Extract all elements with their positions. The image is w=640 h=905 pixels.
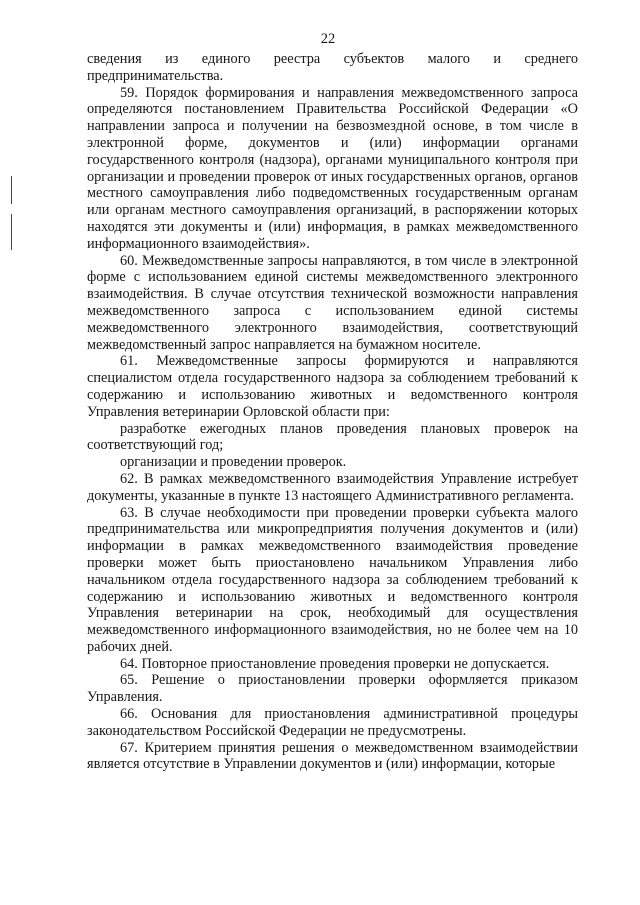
page-number: 22 [320,31,336,47]
paragraph-66: 66. Основания для приостановления административной процедуры законодательством Российской Федерации не предусмотрены. [87,706,578,739]
paragraph-62: 62. В рамках межведомственного взаимодействия Управление истребует документы, указанные в пункте 13 настоящего Административного регламента. [87,470,578,504]
margin-mark [11,176,12,204]
paragraph-61-item-planning: разработке ежегодных планов проведения плановых проверок на соответствующий год; [87,420,578,454]
paragraph-60: 60. Межведомственные запросы направляются, в том числе в электронной форме с использованием единой системы межведомственного электронного взаимодействия. В случае отсутствия технической возможности направления межведомственного запроса с использованием единой системы межведомственного электронного взаимодействия, соответствующий межведомственный запрос направляется на бумажном носителе. [87,252,578,353]
paragraph-intro: сведения из единого реестра субъектов малого и среднего предпринимательства. [87,51,578,84]
paragraph-61-item-inspections: организации и проведении проверок. [120,454,347,471]
paragraph-61: 61. Межведомственные запросы формируются и направляются специалистом отдела государственного надзора за соблюдением требований к содержанию и использованию животных и ведомственного контроля Управления ветеринарии Орловской области при: [87,353,578,420]
paragraph-64: 64. Повторное приостановление проведения проверки не допускается. [120,655,550,672]
paragraph-63: 63. В случае необходимости при проведении проверки субъекта малого предпринимательства или микропредприятия получения документов и (или) информации в рамках межведомственного взаимодействия проведение проверки может быть приостановлено начальником Управления либо начальником отдела государственного надзора за соблюдением требований к содержанию и использованию животных и ведомственного контроля Управления ветеринарии на срок, необходимый для осуществления межведомственного информационного взаимодействия, но не более чем на 10 рабочих дней. [87,504,578,655]
paragraph-59: 59. Порядок формирования и направления межведомственного запроса определяются постановлением Правительства Российской Федерации «О направлении запроса и получении на безвозмездной основе, в том числе в электронной форме, документов и (или) информации органами государственного контроля (надзора), органами муниципального контроля при организации и проведении проверок от иных государственных органов, органов местного самоуправления либо подведомственных государственным органам или органам местного самоуправления организаций, в распоряжении которых находятся эти документы и (или) информация, в рамках межведомственного информационного взаимодействия». [87,84,578,252]
paragraph-67: 67. Критерием принятия решения о межведомственном взаимодействии является отсутствие в Управлении документов и (или) информации, которые [87,739,578,773]
margin-mark [11,214,12,250]
paragraph-65: 65. Решение о приостановлении проверки оформляется приказом Управления. [87,672,578,706]
document-body [87,51,578,773]
